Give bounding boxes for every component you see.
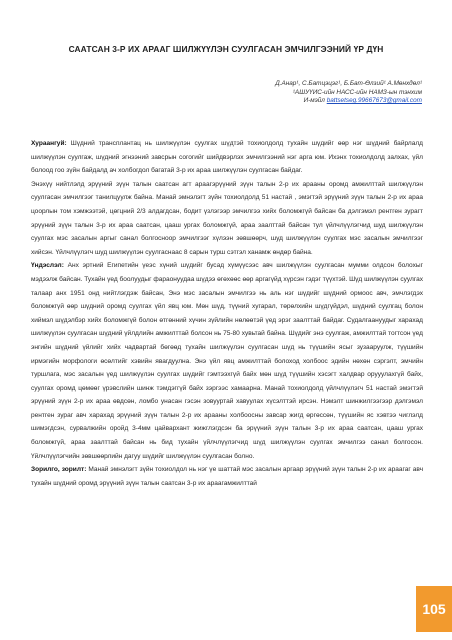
introduction-text: Анх эртний Египетийн үеэс хүний шүдийг бусад хүмүүсээс авч шилжүүлэн суулгасан мумми олдсон болохыг мэдээлж байсан. Тухайн үед боолуудыг фараонуудаа шүдээ өгөхөөс өөр аргагүйд хүрсэн гэдэг түүхтэй. Шүд шилжүүлэн суулгах талаар анх 1951 онд нийтлэгдэж байсан, Энэ мэс засалын эмчилгээ нь аль нэг шүдийг шүдний ормоос авч, эмчлэгдэх боломжгүй өөр шүдний оромд суулгах үйл явц юм. Мөн шүд, түүний хугарал, төрөлхийн шүдгүйдэл, шүдний суулгац болон хиймэл шүдэлбэр хийх боломжгүй болон өтгөнний хүчин зүйлийн нөлөөтэй үед эрэг заалттай байдаг. Судалгаануудыг харахад шилжүүлэн суулгасан шүдний үйлдлийн амжилттай болсон нь 75-80 хувьтай байна. Шүдийг энэ суулгаж, амжилттай тогтсон үед энгийн шүдний үйлийг хийх чадвартай бөгөөд тухайн шилжүүлэн суулгасан шүд нь түүшийн ясыг зузааруулж, түүшийн ирмэгийн морфологи өсөлтийг хэвийн явагдуулна. Энэ үйл явц амжилттай болоход холбоос эдийн нөхөн сэргэлт, эмчийн туршлага, мэс засалын үед шилжүүлэн суулгах шүдийг гэмтээхгүй байх мөн шүд түүшийн хэсэгт халдвар орууулахгүй байх, суулгах оромд цөмөөг үрэвслийн шинж тэмдэггүй байх зэргээс хамаарна. Манай тохиолдолд үйлчлүүлэгч 51 настай эмэгтэй эрүүний зүүн 2-р их араа өвдсөн, ломбо унасан гэсэн зовууртай хавуулах хүсэлттэй ирсэн. Нэмэлт шинжилгээгээр дэлгэмэл рентген зураг авч харахад эрүүний зүүн талын 2-р их арааны холбоосны завсар жигд өргөссөн, түүшийн яс хэвтээ чиглэлд шимэгдсэн, сурвалжийн оройд 3-4мм цайвархант жижглэгдсэн ба эрүүний зүүн талын 3-р их араа саатсан, цааш ургах боломжгүй, араа заалттай байсан нь бид тухайн үйлчлүүлэгчид шүд шилжүүлэн суулгах эмчилгээ санал болгосон. Үйлчлүүлэгчийн зөвшөөрлийн дагуу шүдийг шилжүүлэн суулгасан болно. [31, 262, 423, 460]
objective-text: Манай эмнэлэгт зүйн тохиолдол нь нэг үе шаттай мэс засалын аргаар эрүүний зүүн талын 2-р их араагаг авч тухайн шүдний оромд эрүүний зүүн талын саатсан 3-р их араагамжилттай [31, 466, 423, 487]
objective-paragraph [31, 463, 423, 490]
email-link[interactable]: battsetseg.99667673@gmail.com [326, 97, 422, 105]
author-affiliation: ¹АШУҮИС-ийн НАСС-ийн НАМЗ-ын тэнхим [292, 88, 422, 96]
objective-heading: Зорилго, зорилт: [31, 466, 87, 474]
author-block [275, 80, 422, 106]
page-number-badge: 105 [416, 586, 452, 632]
introduction-paragraph [31, 259, 423, 463]
introduction-heading: Үндэслэл: [31, 262, 64, 270]
author-names: Д.Анар¹, С.Батцэцэг¹, Б.Бат-Өлзий¹ А.Мөнхдөл¹ [275, 80, 422, 87]
article-title: СААТСАН 3-Р ИХ АРААГ ШИЛЖҮҮЛЭН СУУЛГАСАН ЭМЧИЛГЭЭНИЙ ҮР ДҮН [68, 44, 384, 54]
article-body [31, 137, 423, 490]
abstract-heading: Хураангуй: [31, 140, 67, 147]
email-label: И-мэйл [303, 97, 325, 105]
case-paragraph: Энэхүү нийтлэлд эрүүний зүүн талын саатсан агт араагэрүүний зүүн талын 2-р их арааны оромд амжилттай шилжүүлэн суулгасан эмчилгээг танилцуулж байна. Манай эмнэлэгт зүйн тохиолдолд 51 настай , эмэгтэй эрүүний зүүн талын 2-р их араа цоорлын том хэмжээтэй, цөгцний 2/3 алдагдсан, бодит үзлэгээр эмчилгээ хийх боломжгүй байсан ба дэлгэмэл рентген зурагт эрүүний зүүн талын 3-р их араа саатсан, цааш ургах боломжгүй, араа заалттай байсан тул үйлчлүүлэгчид шуд шилжүүлэн суулгах мэс засалын аргыг санал болгосноор эмчилгээг хүлээн зөвшөөрч, шуд шилжүүлэн суулгах мэс засалын эмчилгээг хийсэн. Үйлчлүүлэгч шуд шилжүүлэн суулгаснаас 8 сарын турш сэтгэл ханамж өндөр байна. [31, 180, 423, 256]
abstract-paragraph [31, 137, 423, 178]
author-email-line [275, 97, 422, 106]
abstract-text: Шүдний трансплантац нь шилжүүлэн суулгах шүдтэй тохиолдолд тухайн шүдийг өөр нэг шүдний байрлалд шилжүүлэн суулгаж, шүдний эгнээний завсрын согогийг шийдвэрлэх эмчилгээний нэг арга юм. Ихэнх тохиолдолд залхах, үйл болоод гоо зүйн байдалд ач холбогдол багатай 3-р их араа шилжүүлэн суулгасан байдаг. [31, 140, 423, 175]
